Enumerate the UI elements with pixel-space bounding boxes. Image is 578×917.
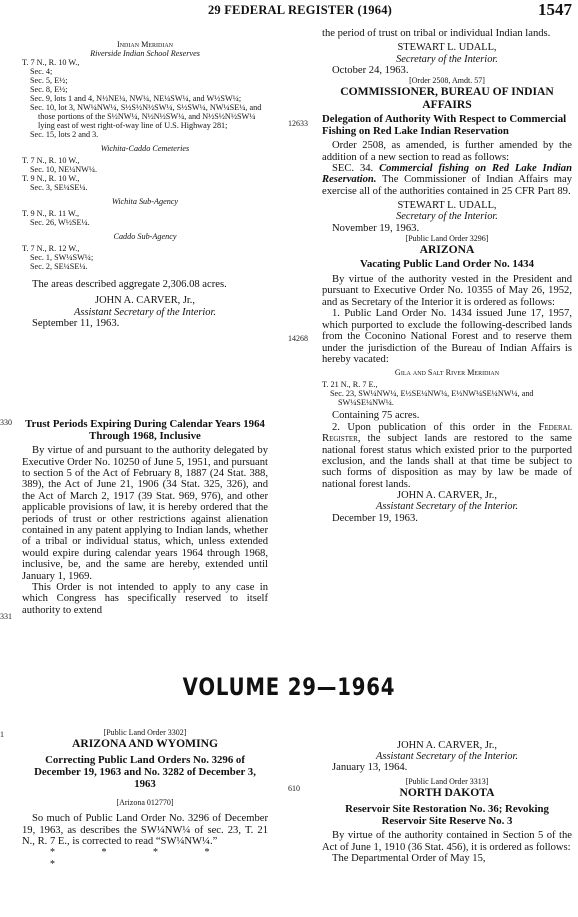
federal-register-text: Federal Register <box>322 421 572 445</box>
land-line: T. 7 N., R. 12 W., <box>22 244 80 253</box>
signer-title: Secretary of the Interior. <box>396 53 498 65</box>
land-line: Sec. 3, SE¼SE¼. <box>30 183 88 192</box>
land-line: T. 7 N., R. 10 W., <box>22 58 80 67</box>
ellipsis-stars: * * * * * <box>50 847 232 870</box>
section-title: Indian Meridian <box>116 40 174 49</box>
left-column-middle <box>22 419 268 616</box>
section-heading: Correcting Public Land Orders No. 3296 of December 19, 1963 and No. 3282 of December 3, 1963 <box>34 754 256 790</box>
body-paragraph: So much of Public Land Order No. 3296 of December 19, 1963, as describes the SW¼NW¼ of sec. 23, T. 21 N., R. 7 E., is corrected to read “SW¼NW¼.” <box>22 813 268 847</box>
aggregate-text: The areas described aggregate 2,306.08 acres. <box>32 279 227 290</box>
right-column-top <box>322 28 572 524</box>
section-title: Wichita-Caddo Cemeteries <box>100 144 190 153</box>
body-paragraph: Order 2508, as amended, is further amended by the addition of a new section to read as follows: <box>322 140 572 163</box>
section-title: Caddo Sub-Agency <box>113 232 177 241</box>
signer-name: JOHN A. CARVER, Jr., <box>397 490 497 502</box>
section-heading: Trust Periods Expiring During Calendar Years 1964 Through 1968, Inclusive <box>25 418 265 442</box>
land-line: Sec. 10, lot 3, NW¼NW¼, S½S½N½SW¼, S½SW¼, NW¼SE¼, and those portions of the S½NW¼, N½N½SW¼, and N½S½N½SW¼ lying east of west right-of-way line of U.S. Highway 281; <box>30 103 262 130</box>
body-paragraph <box>322 422 572 490</box>
order-number: [Order 2508, Amdt. 57] <box>409 76 485 86</box>
land-line: Sec. 15, lots 2 and 3. <box>30 130 99 139</box>
land-line: Sec. 26, W½SE¼. <box>30 218 90 227</box>
page-number: 1547 <box>538 0 572 19</box>
margin-number: 12633 <box>288 119 308 128</box>
signature-date: January 13, 1964. <box>332 762 408 774</box>
paragraph-start: 2. Upon publication of this order in the <box>332 421 532 433</box>
state-heading: NORTH DAKOTA <box>399 785 495 799</box>
section-heading: Delegation of Authority With Respect to Commercial Fishing on Red Lake Indian Reservation <box>322 113 567 137</box>
signer-title: Assistant Secretary of the Interior. <box>376 501 518 513</box>
signer-title: Assistant Secretary of the Interior. <box>74 306 216 318</box>
body-paragraph: the period of trust on tribal or individual Indian lands. <box>322 28 551 39</box>
section-subtitle: Riverside Indian School Reserves <box>90 49 200 58</box>
body-paragraph: This Order is not intended to apply to any case in which Congress has specifically reserved to itself authority to extend <box>22 582 268 616</box>
running-header-title: 29 FEDERAL REGISTER (1964) <box>207 3 393 17</box>
signature-date: November 19, 1963. <box>332 222 420 234</box>
signer-name: STEWART L. UDALL, <box>397 200 497 212</box>
land-line: Sec. 2, SE¼SE¼. <box>30 262 88 271</box>
right-column-bottom <box>322 740 572 865</box>
land-line: T. 9 N., R. 11 W., <box>22 209 80 218</box>
left-column-top <box>22 40 268 329</box>
land-line: T. 21 N., R. 7 E., <box>322 380 378 390</box>
land-line: T. 9 N., R. 10 W., <box>22 174 80 183</box>
section-heading: Reservoir Site Restoration No. 36; Revoking Reservoir Site Reserve No. 3 <box>345 803 549 827</box>
section-34-paragraph <box>322 163 572 197</box>
signer-name: JOHN A. CARVER, Jr., <box>397 740 497 751</box>
signature-date: September 11, 1963. <box>32 317 120 329</box>
signer-name: STEWART L. UDALL, <box>397 42 497 54</box>
signature-date: October 24, 1963. <box>332 64 409 76</box>
land-line: T. 7 N., R. 10 W., <box>22 156 80 165</box>
section-title: Commercial fishing on Red Lake Indian Reservation. <box>322 163 572 186</box>
body-paragraph: By virtue of the authority contained in Section 5 of the Act of June 1, 1910 (36 Stat. 456), it is ordered as follows: <box>322 830 572 853</box>
signature-date: December 19, 1963. <box>332 512 418 524</box>
state-heading: ARIZONA <box>419 243 475 257</box>
body-paragraph: The Departmental Order of May 15, <box>332 853 486 865</box>
land-line: Sec. 4; <box>30 67 53 76</box>
land-line: Sec. 23, SW¼NW¼, E½SE¼NW¼, E½NW¼SE¼NW¼, and SW¼SE¼NW¼. <box>330 389 534 408</box>
land-line: Sec. 8, E½; <box>30 85 68 94</box>
signer-title: Secretary of the Interior. <box>396 211 498 223</box>
body-paragraph: By virtue of the authority vested in the President and pursuant to Executive Order No. 10355 of May 26, 1952, and as Secretary of the Interior it is ordered as follows: <box>322 274 572 308</box>
order-number: [Public Land Order 3313] <box>405 776 489 786</box>
body-paragraph: By virtue of and pursuant to the authority delegated by Executive Order No. 10250 of June 5, 1951, and pursuant to section 5 of the Act of February 8, 1887 (24 Stat. 388, 389), the Act of June 21, 1906 (34 Stat. 325, 326), and the Act of March 2, 1917 (39 Stat. 969, 976), and other applicable provisions of law, it is hereby ordered that the periods of trust or other restrictions against alienation contained in any patent applying to Indian lands, whether of a tribal or individual status, which, unless extended would expire during calendar years 1964 through 1968, inclusive, be, and the same are hereby, extended until January 1, 1969. <box>22 445 268 582</box>
body-paragraph: 1. Public Land Order No. 1434 issued June 17, 1957, which purported to exclude the following-described lands from the Coconino National Forest and to reserve them under the jurisdiction of the Bureau of Indian Affairs is hereby vacated: <box>322 308 572 365</box>
section-title: Wichita Sub-Agency <box>111 197 179 206</box>
acreage-text: Containing 75 acres. <box>332 410 420 422</box>
margin-number: 331 <box>0 612 12 621</box>
land-line: Sec. 1, SW¼SW¼; <box>30 253 94 262</box>
margin-number: 14268 <box>288 334 308 343</box>
land-line: Sec. 5, E½; <box>30 76 68 85</box>
meridian-title: Gila and Salt River Meridian <box>394 368 500 378</box>
section-label: SEC. 34. <box>332 163 374 175</box>
margin-number: 1 <box>0 730 4 739</box>
signer-name: JOHN A. CARVER, Jr., <box>95 295 195 307</box>
state-heading: ARIZONA AND WYOMING <box>71 737 218 750</box>
case-number: [Arizona 012770] <box>116 798 174 808</box>
land-line: Sec. 9, lots 1 and 4, N½NE¼, NW¼, NE¼SW¼, and W½SW¼; <box>30 94 242 103</box>
volume-banner: VOLUME 29—1964 <box>182 673 396 701</box>
section-text: The Commissioner of Indian Affairs may exercise all of the authorities contained in 25 CFR Part 89. <box>322 174 572 197</box>
order-number: [Public Land Order 3302] <box>103 728 187 737</box>
order-number: [Public Land Order 3296] <box>405 234 489 244</box>
land-description-block <box>322 368 572 407</box>
agency-heading: COMMISSIONER, BUREAU OF INDIAN AFFAIRS <box>340 85 554 111</box>
land-line: Sec. 10, NE¼NW¼. <box>30 165 98 174</box>
paragraph-rest: , the subject lands are restored to the same national forest status which existed prior to the purported exclusion, and the lands shall at that time be subject to such forms of disposition as may by law be made of national forest lands. <box>322 433 572 490</box>
signer-title: Assistant Secretary of the Interior. <box>376 751 518 763</box>
left-column-bottom <box>22 728 268 870</box>
margin-number: 610 <box>288 784 300 793</box>
section-heading: Vacating Public Land Order No. 1434 <box>360 258 534 271</box>
margin-number: 330 <box>0 418 12 427</box>
land-description-block <box>22 40 268 271</box>
